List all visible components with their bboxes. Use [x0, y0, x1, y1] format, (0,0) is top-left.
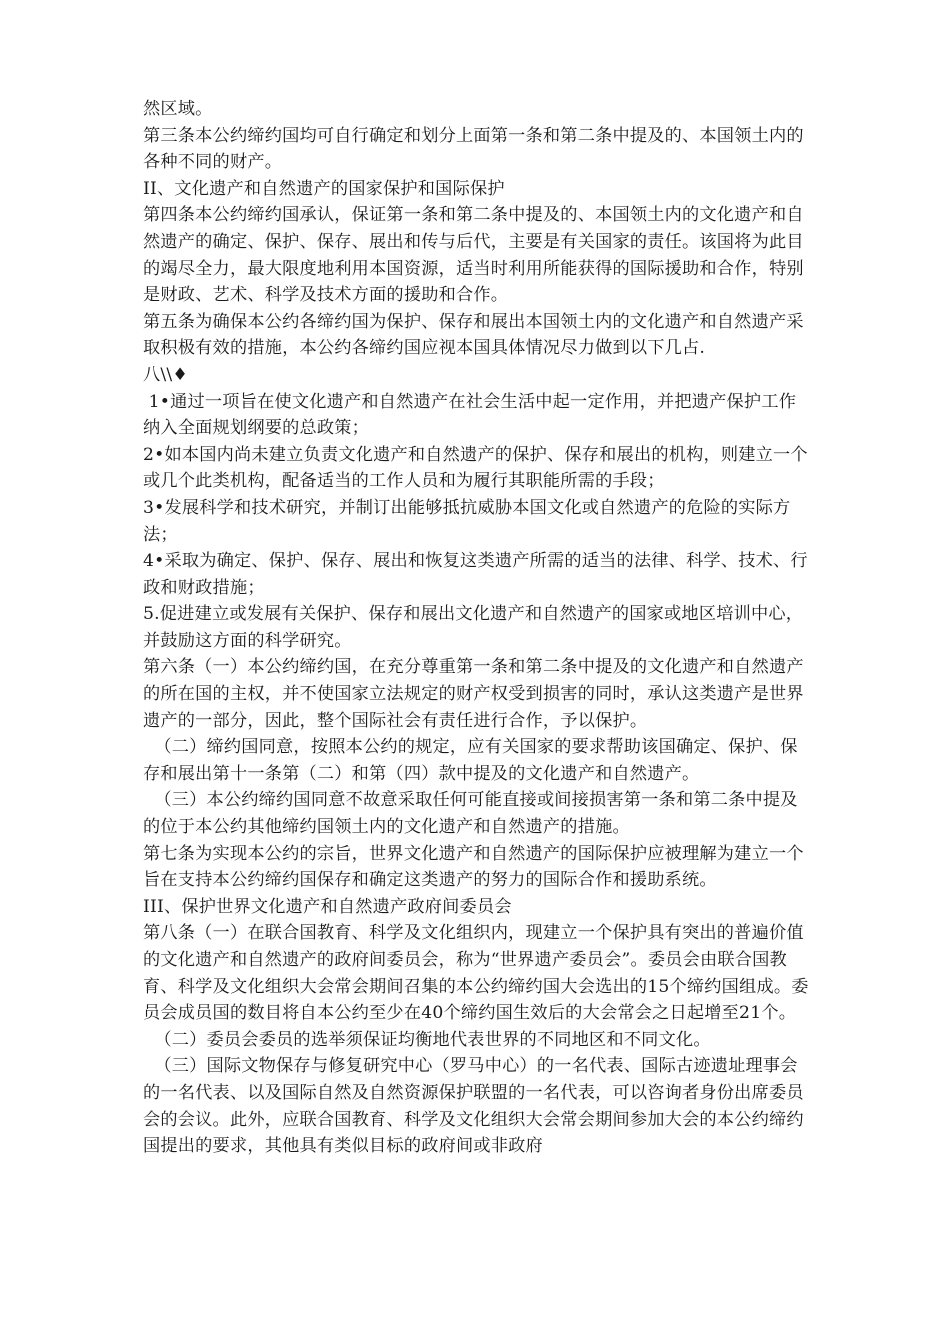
paragraph-article-6-2: （二）缔约国同意，按照本公约的规定，应有关国家的要求帮助该国确定、保护、保存和展出第十一条第（二）和第（四）款中提及的文化遗产和自然遗产。	[143, 737, 798, 784]
paragraph-article-7: 第七条为实现本公约的宗旨，世界文化遗产和自然遗产的国际保护应被理解为建立一个旨在支持本公约缔约国保存和确定这类遗产的努力的国际合作和援助系统。	[143, 843, 804, 891]
paragraph-article-6-1: 第六条（一）本公约缔约国，在充分尊重第一条和第二条中提及的文化遗产和自然遗产的所在国的主权，并不使国家立法规定的财产权受到损害的同时，承认这类遗产是世界遗产的一部分，因此，整个国际社会有责任进行合作，予以保护。	[143, 657, 804, 731]
paragraph-article-8-3: （三）国际文物保存与修复研究中心（罗马中心）的一名代表、国际古迹遗址理事会的一名代表、以及国际自然及自然资源保护联盟的一名代表，可以咨询者身份出席委员会的会议。此外，应联合国教育、科学及文化组织大会常会期间参加大会的本公约缔约国提出的要求，其他具有类似目标的政府间或非政府	[143, 1056, 804, 1157]
document-body	[143, 96, 811, 1160]
paragraph-article-6-3: （三）本公约缔约国同意不故意采取任何可能直接或间接损害第一条和第二条中提及的位于本公约其他缔约国领土内的文化遗产和自然遗产的措施。	[143, 790, 798, 838]
paragraph-1: 然区域。	[143, 99, 213, 119]
list-item-2: 2•如本国内尚未建立负责文化遗产和自然遗产的保护、保存和展出的机构，则建立一个或几个此类机构，配备适当的工作人员和为履行其职能所需的手段；	[143, 444, 808, 492]
paragraph-article-4: 第四条本公约缔约国承认，保证第一条和第二条中提及的、本国领土内的文化遗产和自然遗产的确定、保护、保存、展出和传与后代，主要是有关国家的责任。该国将为此目的竭尽全力，最大限度地利用本国资源，适当时利用所能获得的国际援助和合作，特别是财政、艺术、科学及技术方面的援助和合作。	[143, 205, 804, 306]
paragraph-article-3: 第三条本公约缔约国均可自行确定和划分上面第一条和第二条中提及的、本国领土内的各种不同的财产。	[143, 125, 804, 173]
list-item-3: 3•发展科学和技术研究，并制订出能够抵抗威胁本国文化或自然遗产的危险的实际方法；	[143, 497, 791, 545]
section-heading-2: II、文化遗产和自然遗产的国家保护和国际保护	[143, 178, 505, 199]
section-heading-3: III、保护世界文化遗产和自然遗产政府间委员会	[143, 896, 512, 917]
paragraph-article-8-1: 第八条（一）在联合国教育、科学及文化组织内，现建立一个保护具有突出的普遍价值的文化遗产和自然遗产的政府间委员会，称为“世界遗产委员会”。委员会由联合国教育、科学及文化组织大会常会期间召集的本公约缔约国大会选出的15个缔约国组成。委员会成员国的数目将自本公约至少在40个缔约国生效后的大会常会之日起增至21个。	[143, 923, 809, 1024]
paragraph-garbled-line: 八\\♦	[143, 364, 188, 385]
list-item-1: 1•通过一项旨在使文化遗产和自然遗产在社会生活中起一定作用，并把遗产保护工作纳入全面规划纲要的总政策；	[143, 391, 797, 439]
list-item-5: 5.促进建立或发展有关保护、保存和展出文化遗产和自然遗产的国家或地区培训中心，并鼓励这方面的科学研究。	[143, 604, 804, 651]
list-item-4: 4•采取为确定、保护、保存、展出和恢复这类遗产所需的适当的法律、科学、技术、行政和财政措施；	[143, 551, 808, 598]
paragraph-article-8-2: （二）委员会委员的选举须保证均衡地代表世界的不同地区和不同文化。	[143, 1029, 711, 1050]
paragraph-article-5: 第五条为确保本公约各缔约国为保护、保存和展出本国领土内的文化遗产和自然遗产采取积极有效的措施，本公约各缔约国应视本国具体情况尽力做到以下几占.	[143, 311, 804, 359]
